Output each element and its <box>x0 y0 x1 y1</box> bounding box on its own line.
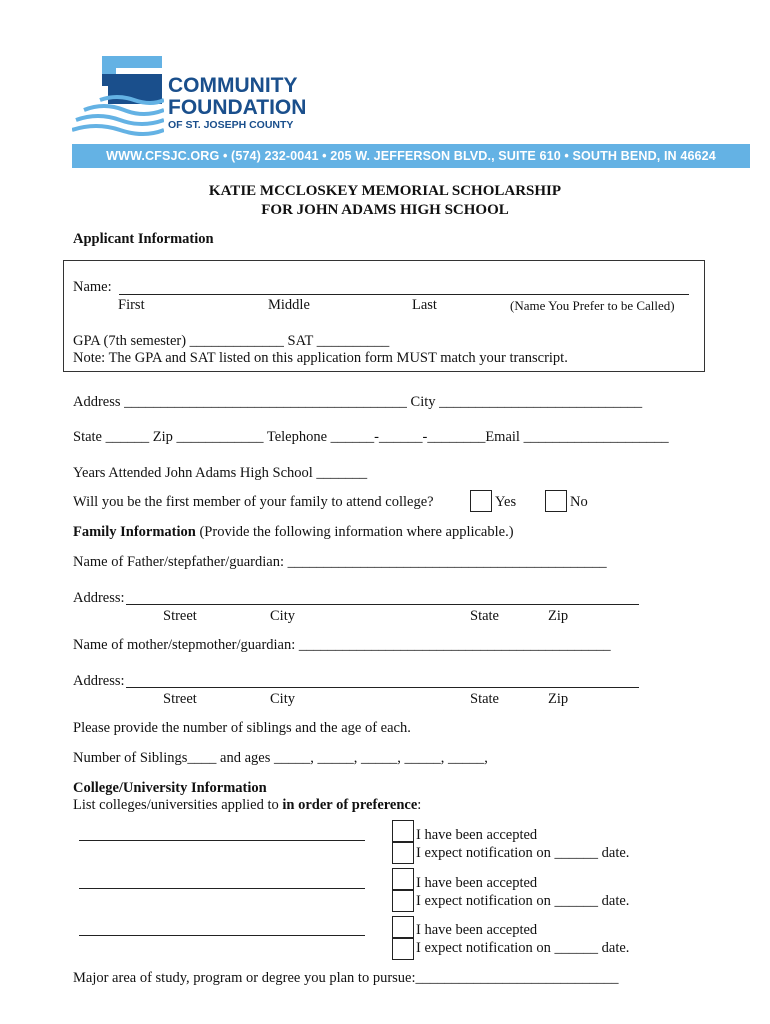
college-1-expect-label: I expect notification on <box>416 845 555 861</box>
college-list-instruction <box>73 797 421 814</box>
family-heading-note: (Provide the following information where applicable.) <box>195 524 514 540</box>
college-list-prefix: List colleges/universities applied to <box>73 797 283 813</box>
college-2-expect-date-field[interactable]: ______ <box>554 893 599 909</box>
college-1-expect-suffix: date. <box>598 845 630 861</box>
form-title-line-2: FOR JOHN ADAMS HIGH SCHOOL <box>261 202 509 218</box>
college-1-field[interactable] <box>79 840 365 841</box>
college-3-accepted-checkbox[interactable] <box>392 916 414 938</box>
logo-line-2: FOUNDATION <box>168 96 307 119</box>
transcript-note: Note: The GPA and SAT listed on this application form MUST match your transcript. <box>73 350 568 366</box>
name-label: Name: <box>73 279 112 295</box>
state-zip-phone-email-line[interactable]: State ______ Zip ____________ Telephone ______-______-________Email ____________________ <box>73 429 669 445</box>
name-sub-first: First <box>118 297 145 313</box>
father-sub-zip: Zip <box>548 608 569 624</box>
college-2-expect-row <box>416 893 629 910</box>
college-3-expect-checkbox[interactable] <box>392 938 414 960</box>
first-member-question: Will you be the first member of your family to attend college? <box>73 494 434 510</box>
form-title-line-1: KATIE MCCLOSKEY MEMORIAL SCHOLARSHIP <box>208 183 562 199</box>
father-address-label: Address: <box>73 590 125 606</box>
siblings-prompt: Please provide the number of siblings and the age of each. <box>73 720 411 736</box>
logo-line-1: COMMUNITY <box>168 74 298 97</box>
mother-sub-state: State <box>470 691 499 707</box>
first-member-yes-checkbox[interactable] <box>470 490 492 512</box>
mother-address-label: Address: <box>73 673 125 689</box>
college-heading: College/University Information <box>73 780 267 796</box>
college-3-accepted-label: I have been accepted <box>416 922 538 938</box>
applicant-heading: Applicant Information <box>73 231 214 247</box>
first-member-yes-label: Yes <box>495 494 517 510</box>
name-sub-last: Last <box>412 297 437 313</box>
mother-name-line[interactable]: Name of mother/stepmother/guardian: ___________________________________________ <box>73 637 611 653</box>
college-list-suffix: : <box>417 797 422 813</box>
college-1-accepted-checkbox[interactable] <box>392 820 414 842</box>
college-2-expect-suffix: date. <box>598 893 630 909</box>
logo-line-3: OF ST. JOSEPH COUNTY <box>168 119 294 131</box>
college-3-expect-suffix: date. <box>598 940 630 956</box>
mother-sub-zip: Zip <box>548 691 569 707</box>
college-1-expect-date-field[interactable]: ______ <box>554 845 599 861</box>
contact-banner: WWW.CFSJC.ORG • (574) 232-0041 • 205 W. JEFFERSON BLVD., SUITE 610 • SOUTH BEND, IN 46624 <box>72 144 750 168</box>
years-attended-line[interactable]: Years Attended John Adams High School _______ <box>73 465 368 481</box>
father-address-field[interactable] <box>126 604 639 605</box>
first-member-no-label: No <box>570 494 588 510</box>
college-1-expect-checkbox[interactable] <box>392 842 414 864</box>
college-2-expect-checkbox[interactable] <box>392 890 414 912</box>
college-1-accepted-label: I have been accepted <box>416 827 538 843</box>
college-2-field[interactable] <box>79 888 365 889</box>
college-2-expect-label: I expect notification on <box>416 893 555 909</box>
college-list-bold: in order of preference <box>282 797 418 813</box>
first-member-no-checkbox[interactable] <box>545 490 567 512</box>
mother-address-field[interactable] <box>126 687 639 688</box>
foundation-logo-icon <box>72 56 164 140</box>
college-3-field[interactable] <box>79 935 365 936</box>
college-3-expect-date-field[interactable]: ______ <box>554 940 599 956</box>
family-heading-row <box>73 524 514 541</box>
father-sub-street: Street <box>163 608 197 624</box>
college-2-accepted-label: I have been accepted <box>416 875 538 891</box>
father-sub-city: City <box>270 608 295 624</box>
father-name-line[interactable]: Name of Father/stepfather/guardian: ____________________________________________ <box>73 554 607 570</box>
siblings-line[interactable]: Number of Siblings____ and ages _____, _____, _____, _____, _____, <box>73 750 488 766</box>
name-sub-preferred: (Name You Prefer to be Called) <box>510 298 675 313</box>
college-1-expect-row <box>416 845 629 862</box>
mother-sub-street: Street <box>163 691 197 707</box>
name-field[interactable] <box>119 294 689 295</box>
logo <box>72 56 312 140</box>
name-sub-middle: Middle <box>268 297 310 313</box>
college-2-accepted-checkbox[interactable] <box>392 868 414 890</box>
mother-sub-city: City <box>270 691 295 707</box>
gpa-sat-line[interactable]: GPA (7th semester) _____________ SAT __________ <box>73 333 390 349</box>
major-line[interactable]: Major area of study, program or degree you plan to pursue:____________________________ <box>73 970 619 986</box>
address-city-line[interactable]: Address _______________________________________ City ____________________________ <box>73 394 643 410</box>
college-3-expect-label: I expect notification on <box>416 940 555 956</box>
college-3-expect-row <box>416 940 629 957</box>
father-sub-state: State <box>470 608 499 624</box>
family-heading: Family Information <box>73 524 196 540</box>
